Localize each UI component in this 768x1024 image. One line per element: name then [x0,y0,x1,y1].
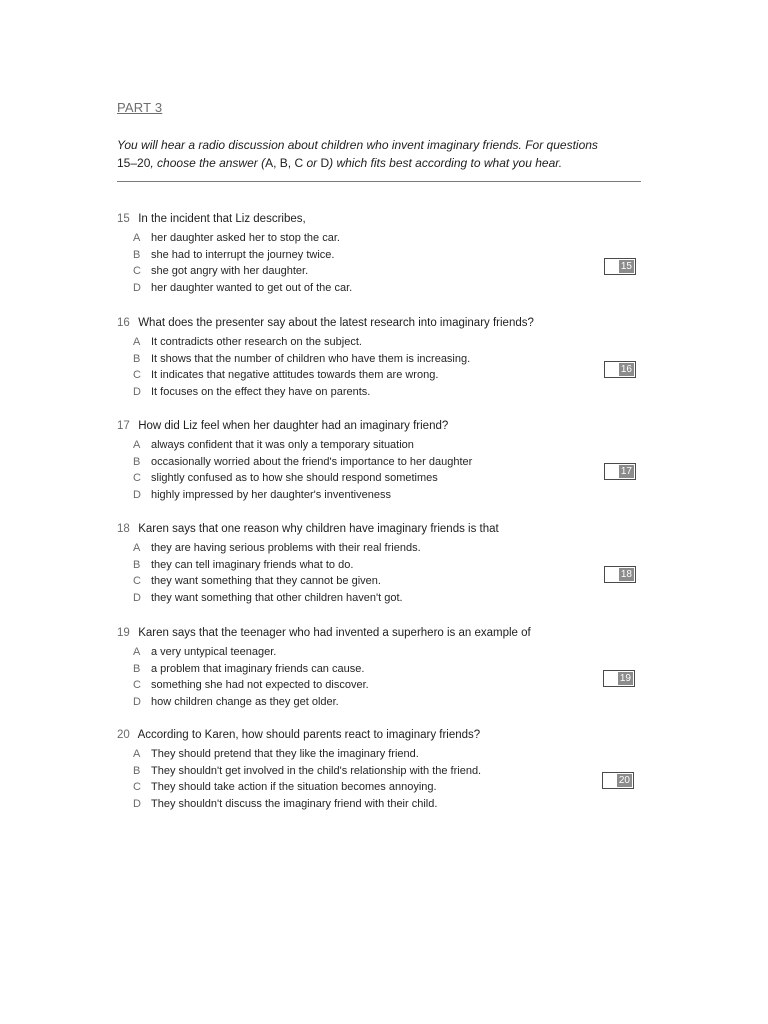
option-a[interactable] [133,746,642,763]
part-title: PART 3 [117,100,163,115]
option-letter: C [133,369,141,381]
answer-box-16[interactable] [604,361,636,378]
question-text: Karen says that the teenager who had invented a superhero is an example of [138,627,531,639]
option-text: her daughter asked her to stop the car. [151,232,340,244]
option-d[interactable] [133,590,642,607]
option-letter: B [133,558,141,571]
option-text: They should pretend that they like the imaginary friend. [151,748,419,760]
instructions-text: or [303,156,321,170]
option-letter: C [133,265,141,277]
answer-box-number: 16 [620,364,632,375]
option-list [117,437,642,503]
question-16 [117,316,642,400]
option-b[interactable] [133,763,642,780]
option-list [117,746,642,812]
option-text: They should take action if the situation becomes annoying. [151,781,437,793]
option-letter: A [133,748,141,760]
option-text: They shouldn't discuss the imaginary friend with their child. [151,797,438,810]
option-text: It contradicts other research on the subject. [151,336,362,348]
option-d[interactable] [133,280,642,297]
instructions-text: , choose the answer ( [150,156,266,170]
question-18 [117,522,642,606]
option-text: It focuses on the effect they have on parents. [151,385,371,398]
option-text: occasionally worried about the friend's importance to her daughter [151,455,473,468]
option-b[interactable] [133,557,642,574]
answer-box-number: 15 [620,261,632,272]
question-number: 18 [117,523,130,535]
option-text: they can tell imaginary friends what to do. [151,558,354,571]
option-letter: A [133,232,141,244]
answer-box-19[interactable] [603,670,635,687]
option-letter: B [133,764,141,777]
option-c[interactable] [133,470,642,487]
answer-box-18[interactable] [604,566,636,583]
question-number: 16 [117,317,130,329]
question-text: What does the presenter say about the latest research into imaginary friends? [138,317,534,329]
option-letter: D [133,591,141,604]
question-stem [117,728,642,743]
option-b[interactable] [133,351,642,368]
question-number: 19 [117,627,130,639]
option-a[interactable] [133,540,642,557]
question-19 [117,626,642,710]
option-a[interactable] [133,437,642,454]
option-c[interactable] [133,367,642,384]
option-letter: B [133,352,141,365]
option-letter: D [133,385,141,398]
option-d[interactable] [133,796,642,813]
option-d[interactable] [133,487,642,504]
option-letter: C [133,781,141,793]
question-15 [117,212,642,296]
option-letter: D [133,797,141,810]
question-stem [117,626,642,641]
option-text: they want something that they cannot be given. [151,575,381,587]
option-letter: A [133,439,141,451]
option-text: something she had not expected to discover. [151,679,369,691]
question-stem [117,419,642,434]
option-text: they want something that other children haven't got. [151,591,403,604]
option-text: highly impressed by her daughter's inventiveness [151,488,391,501]
option-c[interactable] [133,263,642,280]
answer-box-number: 19 [619,673,631,684]
option-text: It indicates that negative attitudes towards them are wrong. [151,369,439,381]
question-number: 15 [117,213,130,225]
question-17 [117,419,642,503]
option-letter: B [133,662,141,675]
question-text: How did Liz feel when her daughter had an imaginary friend? [138,420,449,432]
option-text: her daughter wanted to get out of the car. [151,281,353,294]
question-number: 20 [117,729,130,741]
option-letter: D [133,695,141,708]
option-letter: B [133,248,141,261]
option-text: It shows that the number of children who have them is increasing. [151,352,471,365]
question-20 [117,728,642,812]
option-b[interactable] [133,661,642,678]
option-list [117,644,642,710]
question-text: Karen says that one reason why children have imaginary friends is that [138,523,499,535]
question-range: 15–20 [117,156,151,170]
option-letter: A [133,542,141,554]
answer-box-20[interactable] [602,772,634,789]
option-d[interactable] [133,694,642,711]
option-list [117,334,642,400]
option-d[interactable] [133,384,642,401]
option-a[interactable] [133,644,642,661]
option-text: how children change as they get older. [151,695,339,708]
answer-box-15[interactable] [604,258,636,275]
question-number: 17 [117,420,130,432]
option-letter: A [133,336,141,348]
question-stem [117,316,642,331]
divider [117,181,641,182]
option-text: slightly confused as to how she should respond sometimes [151,472,438,484]
option-c[interactable] [133,573,642,590]
option-letter: D [133,281,141,294]
instructions-text: ) which fits best according to what you hear. [329,156,563,170]
question-text: According to Karen, how should parents react to imaginary friends? [137,729,481,741]
option-text: They shouldn't get involved in the child's relationship with the friend. [151,764,482,777]
option-letter: C [133,575,141,587]
answer-box-number: 18 [620,569,632,580]
option-text: always confident that it was only a temporary situation [151,439,414,451]
option-list [117,230,642,296]
option-a[interactable] [133,230,642,247]
instructions-text: You will hear a radio discussion about children who invent imaginary friends. For questions [117,138,598,152]
answer-box-17[interactable] [604,463,636,480]
option-b[interactable] [133,247,642,264]
option-letter: C [133,472,141,484]
question-text: In the incident that Liz describes, [138,213,306,225]
option-a[interactable] [133,334,642,351]
option-letter-d: D [320,156,330,170]
option-text: they are having serious problems with their real friends. [151,542,421,554]
option-letter: B [133,455,141,468]
option-c[interactable] [133,779,642,796]
option-text: she got angry with her daughter. [151,265,309,277]
option-b[interactable] [133,454,642,471]
option-c[interactable] [133,677,642,694]
option-list [117,540,642,606]
question-stem [117,212,642,227]
question-stem [117,522,642,537]
answer-box-number: 17 [620,466,632,477]
option-letter: D [133,488,141,501]
option-letters: A, B, C [265,156,304,170]
answer-box-number: 20 [618,775,630,786]
option-text: a very untypical teenager. [151,646,277,658]
option-text: a problem that imaginary friends can cause. [151,662,365,675]
option-text: she had to interrupt the journey twice. [151,248,335,261]
option-letter: C [133,679,141,691]
instructions [117,136,643,172]
option-letter: A [133,646,141,658]
